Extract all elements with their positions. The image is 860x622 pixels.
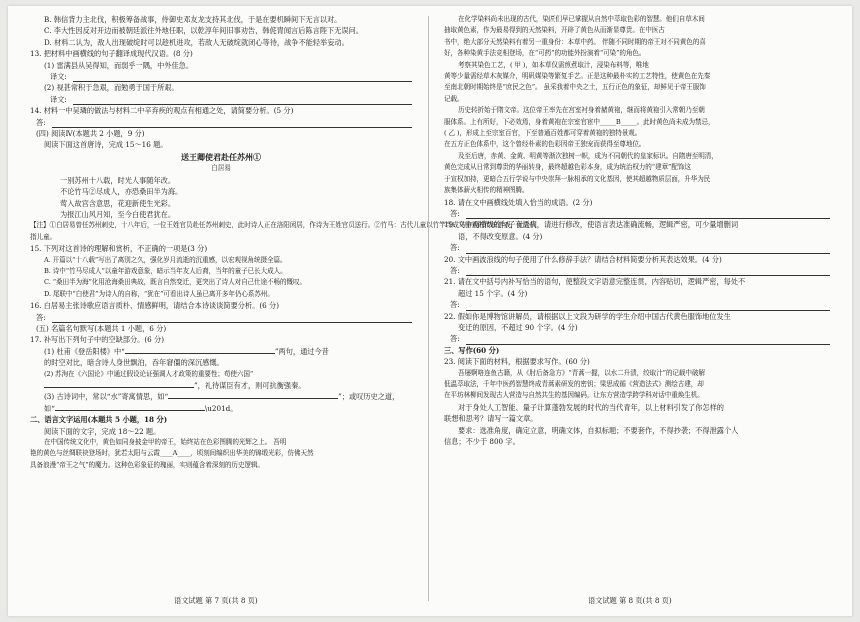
passage-line: 服体系。上有所好，下必效焉，身着黄袍在宗室官宦中_____B_____。此时黄色尚未成为禁忌， bbox=[444, 117, 715, 126]
poem-line: 莺入故宫含意思，花迎新使生光彩。 bbox=[60, 198, 176, 208]
section-4-heading: (四) 阅读Ⅳ(本题共 2 小题，9 分) bbox=[36, 129, 145, 139]
question-21: 21. 请在文中括号内补写恰当的语句，使整段文字语意完整连贯，内容贴切，逻辑严密，每处不 bbox=[444, 277, 746, 287]
question-18: 18. 请在文中画横线处填入恰当的成语。(2 分) bbox=[444, 197, 593, 207]
answer-line[interactable]: 译文: bbox=[30, 94, 412, 105]
answer-line[interactable]: 答: bbox=[444, 333, 830, 344]
page-footer-left: 语文试题 第 7 页(共 8 页) bbox=[174, 596, 258, 605]
passage-line: 在五方正色体系中，这个曾经朴素的色彩因帝王独宠而获得至尊地位。 bbox=[444, 140, 646, 149]
answer-line[interactable]: 答: bbox=[444, 208, 830, 219]
passage-line: 好，各种染黄手法竞相登场，在“可药”的功能外扮演着“可染”的角色。 bbox=[444, 49, 646, 58]
section-3-heading: 三、写作(60 分) bbox=[444, 345, 500, 355]
question-17-1-cont: 的时空对比，暗含诗人身世飘泊，吞年窘僵的深沉感慨。 bbox=[44, 358, 224, 368]
question-15: 15. 下列对这首诗的理解和赏析，不正确的一项是(3 分) bbox=[30, 244, 208, 254]
passage-line: 考察其染色工艺，( 甲 )，如本草仅需煎煮取汁，浸染布料等，唯地 bbox=[458, 60, 649, 69]
passage-line: 具备浪漫“帝王之气”的魔力。这种色彩象征的瑰丽，实则蕴含着深刻的历史逻辑。 bbox=[30, 460, 264, 469]
section-4-intro: 阅读下面这首唐诗，完成 15～16 题。 bbox=[44, 140, 168, 150]
answer-line[interactable]: 答: bbox=[30, 312, 412, 323]
option-b: B. 韩信背力主北伐，积极筹备战事，侍御史邓友龙支持其北伐，于是在要机瞬间下无言以对。 bbox=[44, 15, 342, 24]
poem-title: 送王卿使君赴任苏州① bbox=[181, 151, 261, 162]
section-5-heading: (五) 名篇名句默写(本题共 1 小题，6 分) bbox=[36, 323, 167, 333]
question-17-2: (2) 苏洵在《六国论》中通过假设论证强调人才政策的重要性；苟使六国“ bbox=[44, 369, 254, 378]
question-17-3[interactable]: (3) 古诗词中，常以“水”寄寓情思，如“ ”；或叹历史之道， bbox=[44, 392, 400, 402]
answer-line[interactable]: 译文: bbox=[30, 71, 412, 82]
passage-line: 书中，绝大部分天然染料有着另一重身份：本草中药。 伴随不同时期的帝王对不同黄色的喜 bbox=[444, 37, 706, 46]
material-line: 低温萃取法，千年中医药智慧终成青蒿素研发的密钥；梁思成循《营造法式》测绘古建，却 bbox=[444, 380, 704, 388]
answer-line[interactable]: 答: bbox=[444, 299, 830, 310]
answer-line[interactable]: 答: bbox=[30, 117, 412, 128]
passage-line: 抽取黄色素，作为最易得到的天然染料，开辟了黄色从而渐显尊贵。在中医古 bbox=[444, 26, 665, 35]
right-page bbox=[444, 6, 830, 447]
answer-line[interactable]: 答: bbox=[444, 242, 830, 253]
passage-line: 黄色完成从日常到尊贵的华丽转身，最终超越色彩本身，成为统治权力的“建章”配饰这 bbox=[444, 163, 691, 172]
answer-line[interactable]: 答: bbox=[444, 265, 830, 276]
passage-line: 黄等少量需经草木灰媒介，明矾媒染等繁复手艺。正是这种最朴实的工艺特性，使黄色在先秦 bbox=[444, 72, 711, 81]
passage-line: 艳的黄色与丝绸联袂登场时，犹若太阳与云霞____A____，顷刻间编织出华美的锦缎光彩，仿佛天然 bbox=[30, 449, 314, 458]
poem-author: 白居易 bbox=[211, 164, 231, 173]
section-2-intro: 阅读下面的文字，完成 18～22 题。 bbox=[44, 426, 161, 436]
requirements-cont: 信息；不少于 800 字。 bbox=[444, 437, 520, 447]
passage-line: 及至后唐，赤黄、金黄、明黄等渐次独树一帜，成为不同朝代的皇家标识。自隋唐至明清， bbox=[458, 151, 718, 160]
question-17-2-blank[interactable]: ”，礼待谋臣有才，则可抗衡强秦。 bbox=[30, 380, 412, 391]
question-19-cont: 语，不得改变原意。(4 分) bbox=[458, 231, 543, 241]
poem-line: 一别苏州十八载，时光人事随年改。 bbox=[60, 175, 176, 185]
passage-line: 至南北朝时期始终是“庶民之色”。 虽采我着中央之土，五行正色的象征，却鲜见于帝王服饰 bbox=[444, 83, 706, 92]
question-17-1[interactable]: (1) 杜甫《登岳阳楼》中“ ”两句，通过今昔 bbox=[44, 346, 329, 356]
question-13-1: (1) 雷满县从吴得知，而弱乎一隅，中外佳急。 bbox=[44, 60, 194, 70]
material-line: 吾屡婀咯连鱼古籍，从《肘后备急方》“青蒿一握，以水二升渍，绞取汁”的记载中破解 bbox=[458, 368, 705, 377]
question-21-cont: 超过 15 个字。(4 分) bbox=[458, 288, 528, 298]
page-divider bbox=[428, 16, 429, 601]
question-15-option: B. 诗中“竹马尽成人”以童年游戏意象，暗示当年友人后裔，当年的童子已长大成人。 bbox=[44, 266, 287, 275]
question-15-option: A. 开篇以“十八载”写出了离别之久，强化岁月流逝的沉重感，以宏观视角统摄全篇。 bbox=[44, 255, 287, 264]
question-22: 22. 假如你是博物馆讲解员，请根据以上文段为研学的学生介绍中国古代黄色服饰地位发生 bbox=[444, 311, 731, 321]
passage-line: ( 乙 )，形成上至宗室百官，下至普通百姓都可穿着黄袍的独特景观。 bbox=[444, 129, 642, 138]
passage-line: 记载。 bbox=[444, 94, 464, 103]
exam-sheet bbox=[8, 6, 852, 616]
poem-line: 不论竹马②尽成人，亦恐桑田半为海。 bbox=[60, 187, 183, 197]
question-19: 19. 文中画横线的句子有语病，请进行修改，使语言表达准确流畅，逻辑严密，可少量增删词 bbox=[444, 220, 739, 230]
question-17: 17. 补写出下列句子中的空缺部分。(6 分) bbox=[30, 335, 164, 345]
question-20: 20. 文中画波浪线的句子使用了什么修辞手法？请结合材料简要分析其表达效果。(4 分) bbox=[444, 254, 722, 264]
question-15-option: C. “桑田半为海”化用沧海桑田典故，既言自然变迁，更突出了诗人对自己仕途不畅的慨叹。 bbox=[44, 278, 307, 287]
option-c: C. 李大性因反对开边而被朝廷派往外地任职，以乾淳年间旧事劝告，韩侂胄闻言后陈言陛下无误问。 bbox=[44, 26, 363, 36]
requirements: 要求：选准角度，确定立意，明确文体，自拟标题；不要套作，不得抄袭；不得泄露个人 bbox=[458, 425, 739, 435]
material-line: 在平坊林柳间发现古人营造与自然共生的基因编码，让东方营造学跨学科对话中重焕生机。 bbox=[444, 391, 704, 400]
question-17-3-cont[interactable]: 如“ \u201d。 bbox=[44, 403, 238, 413]
section-2-heading: 二、语言文字运用(本题共 5 小题，18 分) bbox=[30, 415, 168, 425]
question-14: 14. 材料一中吴璘的做法与材料二中辛弃疾的观点有相通之处，请简要分析。(5 分) bbox=[30, 106, 294, 116]
passage-line: 历史转折始于隋文帝。这位帝王率先在宫室衬身着赭黄袍，继而将黄袍引入常朝乃至朝 bbox=[458, 106, 705, 115]
question-22-cont: 变迁的原因，不超过 90 个字。(4 分) bbox=[458, 322, 578, 332]
question-13: 13. 把材料中画横线的句子翻译成现代汉语。(8 分) bbox=[30, 49, 193, 59]
page-footer-right: 语文试题 第 8 页(共 8 页) bbox=[588, 596, 672, 605]
material-line: 联想和思考？请写一篇文章。 bbox=[444, 414, 538, 424]
question-16: 16. 白居易主张诗歌应语言质朴、情感鲜明，请结合本诗谈谈简要分析。(6 分) bbox=[30, 301, 279, 311]
material-line: 对于身处人工智能、量子计算蓬勃发展的时代的当代青年，以上材料引发了你怎样的 bbox=[458, 402, 724, 412]
question-23: 23. 阅读下面的材料，根据要求写作。(60 分) bbox=[444, 357, 590, 367]
passage-line: 在化学染料尚未出现的古代，染匠们早已掌握从自然中萃取色彩的智慧。他们自草木间 bbox=[458, 15, 705, 23]
passage-line: 族集体薪火相传的精神图腾。 bbox=[444, 186, 529, 195]
question-13-2: (2) 视甚常积于急艰，而勉勇于国于所艰。 bbox=[44, 83, 179, 93]
question-15-option: D. 尾联中“白使君”为诗人的自称，“犹在”可看出诗人虽已离开多年仍心系苏州。 bbox=[44, 289, 274, 298]
poem-note: 【注】①白居易曾任苏州刺史，十八年后，一位王姓官员赴任苏州刺史，此时诗人正在洛阳闲居，作诗为王姓官员送行。②竹马：古代儿童以竹竿当成马游戏的传统游戏，此处代 bbox=[30, 221, 537, 230]
poem-note-cont: 指儿童。 bbox=[30, 232, 56, 241]
poem-line: 为报江山风月知，至今白使君犹在。 bbox=[60, 209, 176, 219]
passage-line: 于宣权加持，更暗合五行学说与中央崇拜一脉相承的文化基因，使其超越物质层面，升华为民 bbox=[444, 174, 711, 183]
passage-line: 在中国传统文化中，黄色如同身披金甲的帝王，始终站在色彩图腾的光辉之上。 吾明 bbox=[44, 438, 287, 447]
option-d: D. 材料二认为，敌人出现破绽时可以趁机进攻，若敌人无破绽就闭心等待，战争不能轻举妄动。 bbox=[44, 37, 349, 47]
